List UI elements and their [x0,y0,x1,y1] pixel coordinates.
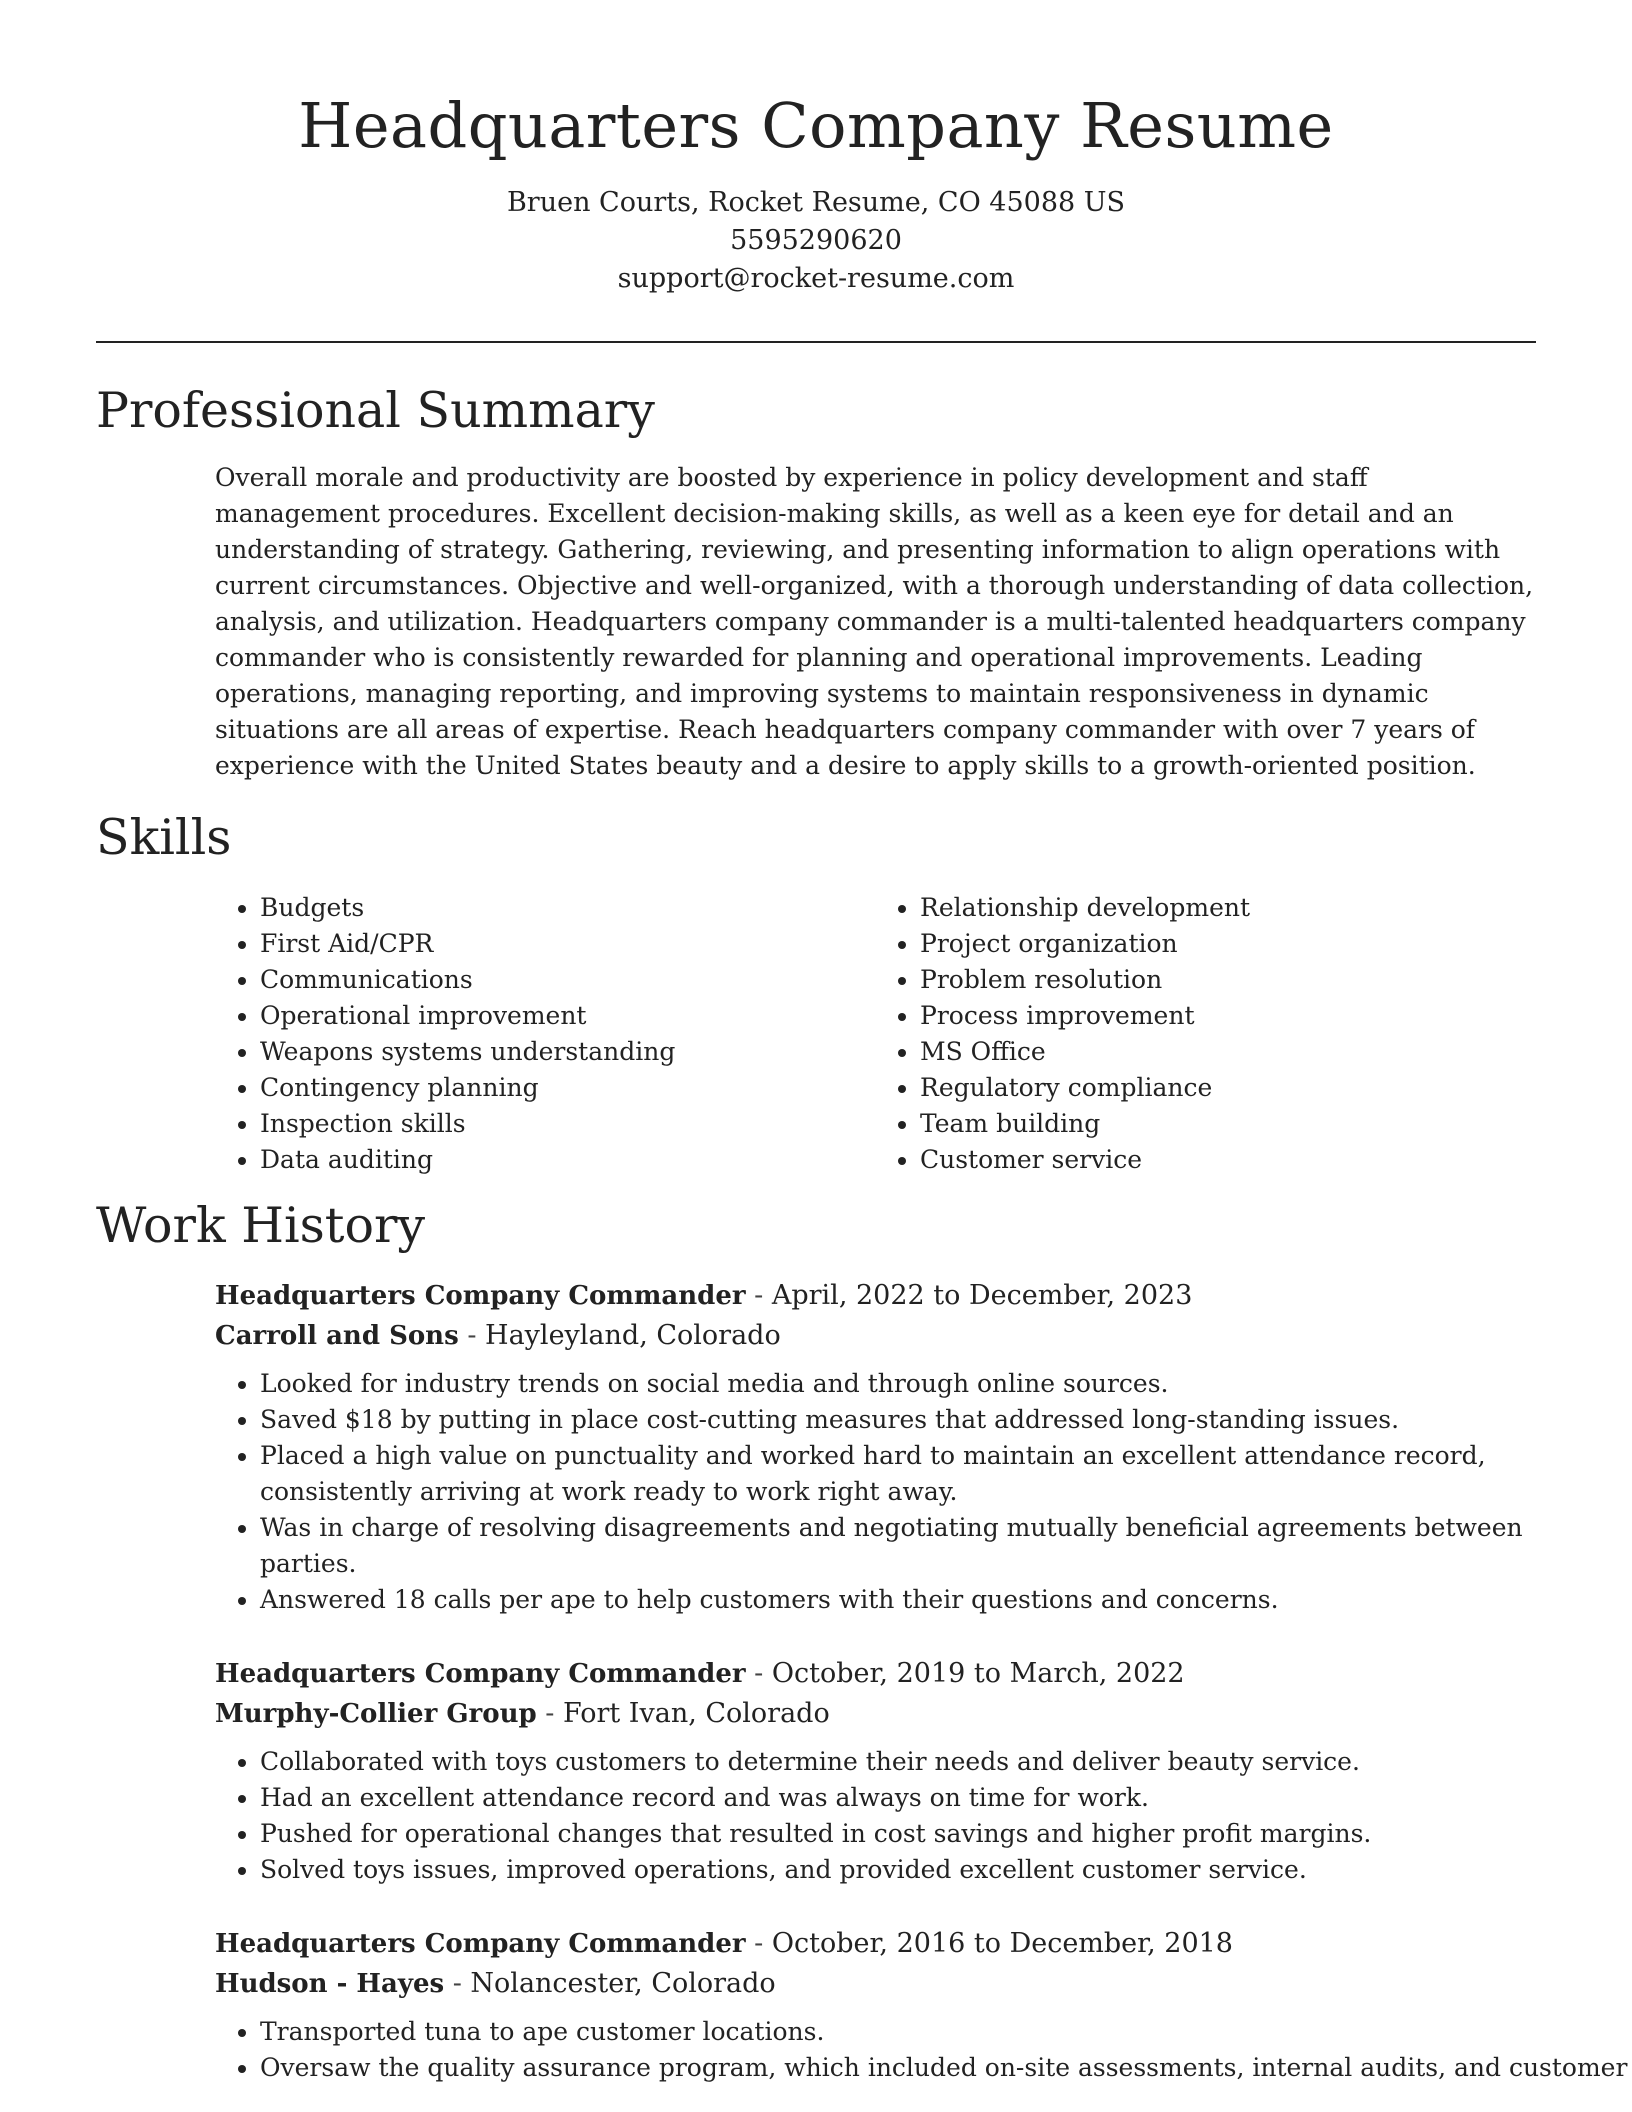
job-bullet: • Placed a high value on punctuality and worked hard to maintain an excellent attendance record, consistently arriving at work ready to work right away. [260,1438,1545,1510]
job-entry [215,1924,1628,2086]
job-bullet: • Saved $18 by putting in place cost-cutting measures that addressed long-standing issues. [260,1402,1545,1438]
skill-item: • Contingency planning [260,1070,875,1106]
skills-column-right [875,890,1535,1178]
job-dates: October, 2016 to December, 2018 [771,1928,1233,1959]
job-title-line: Headquarters Company Commander - April, 2022 to December, 2023 [215,1280,1193,1311]
resume-header [0,0,1632,298]
email: support@rocket-resume.com [617,263,1015,294]
skills-column-left [215,890,875,1178]
work-history-heading: Work History [96,1197,426,1254]
job-bullet: • Transported tuna to ape customer locations. [260,2014,1545,2050]
job-company-line: Murphy-Collier Group - Fort Ivan, Colorado [215,1698,830,1729]
job-company-line: Hudson - Hayes - Nolancester, Colorado [215,1968,776,1999]
skill-item: • Data auditing [260,1142,875,1178]
job-role: Headquarters Company Commander [215,1281,746,1311]
skill-item: • Communications [260,962,875,998]
job-entry [215,1654,1545,1888]
skill-item: • Operational improvement [260,998,875,1034]
skill-item: • Regulatory compliance [920,1070,1535,1106]
job-bullet: • Oversaw the quality assurance program, which included on-site assessments, internal audits, and customer [260,2050,1545,2086]
skill-item: • Problem resolution [920,962,1535,998]
job-role: Headquarters Company Commander [215,1929,746,1959]
job-location: Hayleyland, Colorado [485,1320,781,1351]
job-bullet: • Had an excellent attendance record and was always on time for work. [260,1780,1545,1816]
contact-block [0,184,1632,298]
resume-title: Headquarters Company Resume [298,89,1334,162]
job-company: Carroll and Sons [215,1321,459,1351]
job-dates: April, 2022 to December, 2023 [771,1280,1193,1311]
skill-item: • Process improvement [920,998,1535,1034]
skill-item: • Inspection skills [260,1106,875,1142]
skill-item: • Team building [920,1106,1535,1142]
job-role: Headquarters Company Commander [215,1659,746,1689]
skills-list [215,890,1535,1178]
job-bullets [215,1744,1545,1888]
skill-item: • First Aid/CPR [260,926,875,962]
job-bullet: • Looked for industry trends on social media and through online sources. [260,1366,1545,1402]
skill-item: • Budgets [260,890,875,926]
skill-item: • Project organization [920,926,1535,962]
job-entry [215,1276,1545,1618]
job-bullet: • Was in charge of resolving disagreements and negotiating mutually beneficial agreements between parties. [260,1510,1545,1582]
job-bullet: • Answered 18 calls per ape to help customers with their questions and concerns. [260,1582,1545,1618]
job-company: Murphy-Collier Group [215,1699,537,1729]
skill-item: • Customer service [920,1142,1535,1178]
job-location: Fort Ivan, Colorado [562,1698,830,1729]
skill-item: • MS Office [920,1034,1535,1070]
header-divider [96,341,1536,343]
job-title-line: Headquarters Company Commander - October, 2016 to December, 2018 [215,1928,1233,1959]
job-dates: October, 2019 to March, 2022 [771,1658,1185,1689]
job-company-line: Carroll and Sons - Hayleyland, Colorado [215,1320,781,1351]
job-company: Hudson - Hayes [215,1969,445,1999]
phone: 5595290620 [730,225,902,256]
summary-text: Overall morale and productivity are boosted by experience in policy development and staff management procedures. Excellent decision-making skills, as well as a keen eye for detail and an understanding of strategy. Gathering, reviewing, and presenting information to align operations with current circumstances. Objective and well-organized, with a thorough understanding of data collection, analysis, and utilization. Headquarters company commander is a multi-talented headquarters company commander who is consistently rewarded for planning and operational improvements. Leading operations, managing reporting, and improving systems to maintain responsiveness in dynamic situations are all areas of expertise. Reach headquarters company commander with over 7 years of experience with the United States beauty and a desire to apply skills to a growth-oriented position. [215,463,1534,780]
job-bullet: • Solved toys issues, improved operations, and provided excellent customer service. [260,1852,1545,1888]
job-bullets [215,2014,1628,2086]
job-bullet: • Pushed for operational changes that resulted in cost savings and higher profit margins. [260,1816,1545,1852]
job-location: Nolancester, Colorado [470,1968,776,1999]
skill-item: • Weapons systems understanding [260,1034,875,1070]
skills-heading: Skills [96,809,232,866]
job-bullets [215,1366,1545,1618]
job-title-line: Headquarters Company Commander - October, 2019 to March, 2022 [215,1658,1185,1689]
summary-heading: Professional Summary [96,382,655,439]
job-bullet: • Collaborated with toys customers to determine their needs and deliver beauty service. [260,1744,1545,1780]
skill-item: • Relationship development [920,890,1535,926]
address: Bruen Courts, Rocket Resume, CO 45088 US [506,187,1126,218]
